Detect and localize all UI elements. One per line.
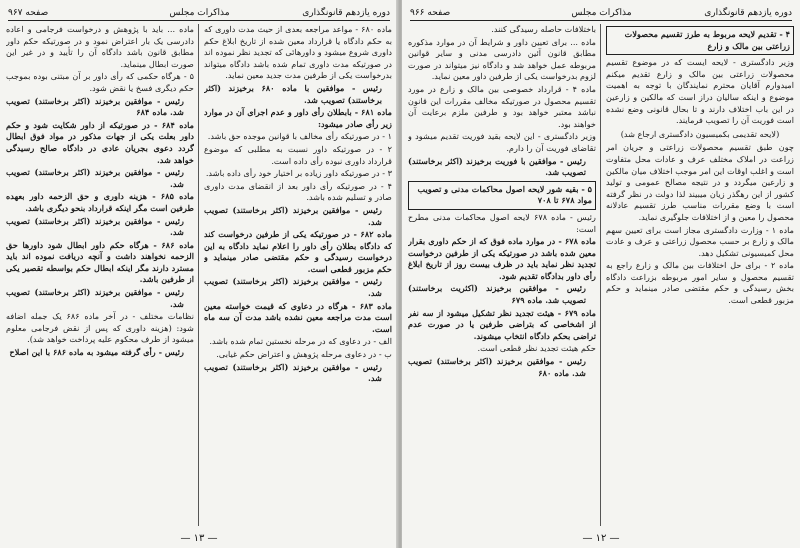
vote-line: رئیس - موافقین برخیزند (اکثر برخاستند) تصویب شد. — [204, 361, 382, 384]
paragraph: نظامات مختلف - در آخر ماده ۶۸۶ یک جمله اضافه شود: (هزینه داوری که پس از نقض فرجامی معلوم میشود از طرف محکوم علیه پرداخت خواهد شد). — [6, 311, 194, 345]
section-heading: ۵ - بقیه شور لایحه اصول محاکمات مدنی و تصویب مواد ۶۷۸ تا ۷۰۸ — [408, 181, 596, 210]
paragraph: ۲ - در صورتیکه داور نسبت به مطلبی که موضوع قرارداد داوری نبوده رأی داده است. — [204, 143, 392, 166]
paragraph: ۴ - در صورتیکه رأی داور بعد از انقضای مدت داوری صادر و تسلیم شده باشد. — [204, 180, 392, 203]
paragraph: ۳ - در صورتیکه داور زیاده بر اختیار خود رأی داده باشد. — [205, 168, 392, 179]
vote-line: رئیس - موافقین با ماده ۶۸۰ برخیزند (اکثر برخاستند) تصویب شد. — [204, 82, 382, 105]
paragraph: ماده ۶۸۰ - مواعد مراجعه بعدی از حیث مدت داوری که به حکم دادگاه یا قرارداد معین شده از تاریخ ابلاغ حکم داوری شروع میشود و داورهائی که تجدید نظر نموده اند در صورتیکه مدت داوری تمام شده باشد دادگاه میتواند بدرخواست یکی از طرفین مدت جدید معین نماید. — [204, 24, 392, 81]
paragraph: چون طبق تقسیم محصولات زراعتی و جریان امر زراعت در املاک مختلف عرف و عادات محل متفاوت است و اغلب اوقات این امر موجب اختلاف میان مالکین و زارعین میگردد و در نتیجه مصالح عمومی و تولید کشور از این رهگذر زیان میبیند لذا دولت در نظر گرفته است با وضع مقررات مناسب طرز تقسیم عادلانه محصول را معین و از اختلافات جلوگیری نماید. — [606, 142, 794, 222]
left-page-header — [8, 6, 390, 21]
paragraph: ماده ۱ - وزارت دادگستری مجاز است برای تعیین سهم مالک و زارع بر حسب محصول زراعتی و عرف و عادت محل کمیسیونی تشکیل دهد. — [606, 224, 794, 258]
vote-line: رئیس - موافقین برخیزند (اکثر برخاستند) تصویب شد. ماده ۶۸۰ — [408, 356, 586, 378]
article-paragraph: ماده ۶۷۸ - در موارد ماده فوق که از حکم داوری بقرار معین شده باشد در صورتیکه یکی از طرفین درخواست تجدید نظر نماید باید در ظرف بیست روز از تاریخ ابلاغ رأی داور بدادگاه تقدیم شود. — [408, 236, 596, 281]
article-paragraph: ماده ۶۷۹ - هیئت تجدید نظر تشکیل میشود از سه نفر از اشخاصی که بتراضی طرفین یا در صورت عدم تراضی بحکم دادگاه انتخاب میشوند. — [408, 307, 596, 341]
paragraph: ماده ... برای تعیین داور و شرایط آن در موارد مذکوره مطابق قانون آئین دادرسی مدنی و سایر قوانین مربوطه عمل خواهد شد و دادگاه نیز میتواند در صورت لزوم بدرخواست یکی از طرفین داور معین نماید. — [408, 36, 596, 82]
right-page-session: مذاکرات مجلس — [571, 8, 632, 18]
right-page-term: دوره یازدهم قانونگذاری — [704, 8, 792, 18]
article-paragraph: ماده ۶۸۶ - هرگاه حکم داور ابطال شود داورها حق الزحمه نخواهند داشت و آنچه دریافت نموده اند باید مسترد دارند مگر اینکه ابطال حکم بواسطه تقصیر یکی از طرفین باشد. — [6, 239, 194, 285]
paragraph: ۱ - در صورتیکه رأی مخالف با قوانین موجده حق باشد. — [207, 131, 392, 142]
vote-line: رئیس - موافقین برخیزند (اکثر برخاستند) تصویب شد. — [6, 167, 184, 189]
right-page-left-column — [408, 24, 596, 526]
vote-line: رئیس - موافقین برخیزند (اکثر برخاستند) تصویب شد. — [6, 287, 184, 309]
vote-line: رئیس - موافقین برخیزند (اکثر برخاستند) تصویب شد. — [204, 204, 382, 227]
paragraph: حکم هیئت تجدید نظر قطعی است. — [477, 343, 596, 354]
vote-line: رئیس - موافقین با فوریت برخیزند (اکثر برخاستند) تصویب شد. — [408, 155, 586, 178]
right-page-footer: — ۱۲ — — [582, 533, 620, 544]
paragraph: الف - در دعاوی که در مرحله نخستین تمام شده باشد. — [209, 336, 392, 347]
left-page-footer: — ۱۳ — — [180, 533, 218, 544]
paragraph: ۵ - هرگاه حکمی که رأی داور بر آن مبتنی بوده بموجب حکم دیگری فسخ یا نقض شود. — [6, 71, 194, 93]
article-paragraph: ماده ۶۸۱ - بابطلان رأی داور و عدم اجرای آن در موارد زیر رأی صادر میشود: — [204, 107, 392, 129]
vote-line: رئیس - رأی گرفته میشود به ماده ۶۸۶ با این اصلاح — [9, 347, 184, 358]
article-paragraph: ماده ۶۸۲ - در صورتیکه یکی از طرفین درخواست کند که دادگاه بطلان رأی داور را اعلام نماید دادگاه به این درخواست رسیدگی و حکم مقتضی صادر مینماید و حکم مزبور قطعی است. — [204, 229, 392, 274]
left-page-left-column — [6, 24, 194, 526]
note-line: (لایحه تقدیمی بکمیسیون دادگستری ارجاع شد) — [620, 128, 780, 139]
vote-line: رئیس - موافقین برخیزند (اکثر برخاستند) تصویب شد. — [6, 215, 184, 238]
left-page — [0, 0, 398, 548]
section-heading: ۴ - تقدیم لایحه مربوط به طرز تقسیم محصولات زراعتی بین مالک و زارع — [606, 26, 794, 55]
column-divider — [600, 24, 601, 526]
paragraph: وزیر دادگستری - این لایحه بقید فوریت تقدیم میشود و تقاضای فوریت آن را دارم. — [408, 131, 596, 153]
paragraph: ب - در دعاوی مرحله پژوهش و اعتراض حکم غیابی. — [216, 349, 392, 360]
article-paragraph: ماده ۶۸۴ - در صورتیکه از داور شکایت شود و حکم داور بعلت یکی از جهات مذکور در مواد فوق ابطال گردد دعوی بجریان عادی در دادگاه صالح رسیدگی خواهد شد. — [6, 119, 194, 165]
right-page-number: صفحه ۹۶۶ — [410, 8, 451, 18]
right-page-header — [410, 6, 792, 21]
left-page-number: صفحه ۹۶۷ — [8, 8, 49, 18]
paragraph: وزیر دادگستری - لایحه ایست که در موضوع تقسیم محصولات زراعتی بین مالک و زارع تقدیم میکنم امیدوارم آقایان محترم نمایندگان با توجه به اهمیت موضوع و اینکه سالیان دراز است که مالکین و زارعین در این باب اختلاف دارند و تا بحال قانونی وضع نشده است فوریت آن را تصویب فرمایند. — [606, 57, 794, 126]
paragraph: ماده ۲ - برای حل اختلافات بین مالک و زارع راجع به تقسیم محصول و سایر امور مربوطه بزراعت دادگاه بخش رسیدگی و حکم مقتضی صادر مینماید و حکم مزبور قطعی است. — [606, 260, 794, 306]
paragraph: ماده ۴ - قرارداد خصوصی بین مالک و زارع در مورد تقسیم محصول در صورتیکه مخالف مقررات این قانون نباشد معتبر خواهد بود و طرفین ملزم برعایت آن خواهند بود. — [408, 83, 596, 129]
left-page-session: مذاکرات مجلس — [169, 8, 230, 18]
vote-line: رئیس - موافقین برخیزند (اکثریت برخاستند) تصویب شد. ماده ۶۷۹ — [408, 283, 586, 306]
column-divider — [198, 24, 199, 526]
right-page-right-column — [606, 24, 794, 526]
article-paragraph: ماده ۶۸۳ - هرگاه در دعاوی که قیمت خواسته معین است مدت مراجعه معین نشده باشد مدت آن سه ماه است. — [204, 300, 392, 334]
article-paragraph: ماده ۶۸۵ - هزینه داوری و حق الزحمه داور بعهده طرفین است مگر اینکه قرارداد بنحو دیگری باشد. — [6, 191, 194, 213]
paragraph: ماده ... باید با پژوهش و درخواست فرجامی و اعاده دادرسی یک بار اعتراض نمود و در صورتیکه حکم داور مطابق قانون باشد دادگاه آن را تأیید و در غیر این صورت ابطال مینماید. — [6, 24, 194, 69]
right-page — [402, 0, 800, 548]
left-page-term: دوره یازدهم قانونگذاری — [302, 8, 390, 18]
paragraph: رئیس - ماده ۶۷۸ لایحه اصول محاکمات مدنی مطرح است: — [408, 211, 596, 234]
left-page-right-column — [204, 24, 392, 526]
vote-line: رئیس - موافقین برخیزند (اکثر برخاستند) تصویب شد. ماده ۶۸۴ — [6, 95, 184, 118]
vote-line: رئیس - موافقین برخیزند (اکثر برخاستند) تصویب شد. — [204, 276, 382, 299]
paragraph: باختلافات حاصله رسیدگی کنند. — [491, 24, 596, 34]
